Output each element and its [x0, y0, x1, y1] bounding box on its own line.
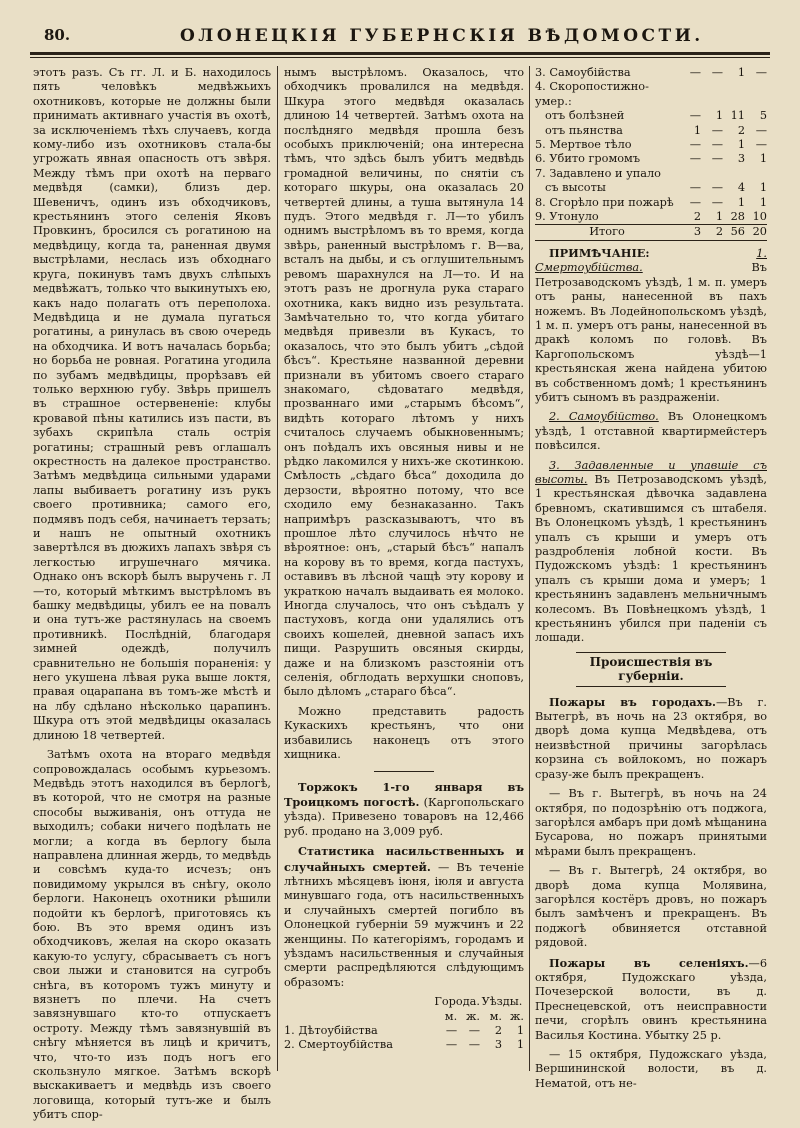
cell: —: [468, 1024, 480, 1037]
paragraph: — 15 октября, Пудожскаго уѣзда, Вершининской волости, въ д. Нематой, отъ не-: [535, 1048, 767, 1090]
row-label: 2. Смертоубійства: [284, 1038, 394, 1052]
cell: 3: [679, 225, 701, 240]
cell: 4: [737, 181, 745, 195]
cell: —: [689, 138, 701, 152]
header-zh: ж.: [466, 1009, 480, 1023]
table-row: [535, 80, 767, 109]
cell: —: [468, 1038, 480, 1052]
note-heading: 2. Самоубійство.: [549, 410, 659, 424]
row-label: 7. Задавлено и упало: [535, 166, 661, 180]
column-3: [535, 66, 767, 1096]
cell: —: [689, 109, 701, 123]
cell: —: [689, 66, 701, 79]
paragraph: — Въ г. Вытегрѣ, 24 октября, во дворѣ дома купца Молявина, загорѣлся костёръ дровъ, но пожаръ былъ замѣченъ и прекращенъ. Въ поджогѣ обвиняется отставной рядовой.: [535, 864, 767, 950]
cell: —: [711, 66, 723, 79]
cell: 1: [715, 109, 723, 123]
cell: 1: [516, 1024, 524, 1037]
note-2: [535, 410, 767, 453]
table-header-row: [284, 995, 524, 1009]
paragraph: нымъ выстрѣломъ. Оказалось, что обходчикъ провалился на медвѣдя. Шкура этого медвѣдя оказалась длиною 14 четвертей. Затѣмъ охота на послѣдняго медвѣдя прошла безъ особыхъ приключеній; она интересна тѣмъ, что здѣсь былъ убитъ медвѣдь громадной величины, по снятіи съ котораго шкуры, она оказалась 20 четвертей длины, а туша вытянула 14 пудъ. Этого медвѣдя г. Л—то убилъ однимъ выстрѣломъ въ то время, когда звѣрь, раненный выстрѣломъ г. В—ва, всталъ на дыбы, и съ оглушительнымъ ревомъ шарахнулся на Л—то. И на этотъ разъ не дрогнула рука стараго охотника, какъ видно изъ результата. Замѣчательно то, что когда убитаго медвѣдя привезли въ Кукасъ, то оказалось, что это былъ убитъ „сѣдой бѣсъ“. Крестьяне названной деревни признали въ убитомъ своего стараго знакомаго, сѣдоватаго медвѣдя, прозваннаго ими „старымъ бѣсомъ“, видѣть котораго лѣтомъ у нихъ считалось случаемъ обыкновеннымъ; онъ поѣдалъ ихъ овсяныя нивы и не рѣдко лакомился у нихъ-же скотинкою. Смѣлость „сѣдаго бѣса“ доходила до дерзости, вѣроятно потому, что все сходило ему безнаказанно. Такъ напримѣръ разсказываютъ, что въ прошлое лѣто случилось нѣчто не вѣроятное: онъ, „старый бѣсъ“ напалъ на корову въ то время, когда пастухъ, оставивъ въ лѣсной чащѣ эту корову и украткою началъ выдаивать ея молоко. Иногда случалось, что онъ съѣдалъ у пастуховъ, когда они удалялись отъ своихъ кошелей, дневной запасъ ихъ пищи. Разрушить овсяныя скирды, даже и на близкомъ разстояніи отъ селенія, обглодать верхушки сноповъ, было дѣломъ „стараго бѣса“.: [284, 66, 524, 699]
cell: 11: [730, 109, 745, 123]
cell: —: [689, 152, 701, 166]
column-divider: [529, 66, 530, 1071]
cell: 1: [516, 1038, 524, 1052]
paragraph: Затѣмъ охота на втораго медвѣдя сопровождалась особымъ курьезомъ. Медвѣдь этотъ находился въ берлогѣ, въ которой, что не смотря на разные способы выживанія, онъ оттуда не выходилъ; собаки ничего подѣлать не могли; а когда въ берлогу была направлена длинная жердь, то медвѣдь и совсѣмъ куда-то исчезъ; онъ повидимому укрылся въ снѣгу, около берлоги. Наконецъ охотники рѣшили подойти къ берлогѣ, приготовясь къ бою. Въ это время одинъ изъ обходчиковъ, желая на скоро оказать какую-то услугу, сбрасываетъ съ ногъ свои лыжи и становится на сугробъ снѣга, въ которомъ тужъ минуту и вязнетъ по плечи. На счетъ завязнувшаго кто-то отпускаетъ остроту. Между тѣмъ завязнувшій въ снѣгу мѣняется въ лицѣ и кричитъ, что, что-то изъ подъ ногъ его скользнуло мягкое. Затѣмъ вскорѣ выскакиваетъ и медвѣдь изъ своего логовища, который тутъ-же и былъ убитъ спор-: [33, 748, 271, 1122]
row-label: 5. Мертвое тѣло: [535, 138, 632, 152]
table-row: [535, 152, 767, 166]
header-m: м.: [444, 1009, 458, 1023]
statistics-table: [284, 995, 524, 1053]
ornament-divider: [374, 771, 434, 772]
cell: 1: [737, 195, 745, 209]
table-row: [535, 181, 767, 195]
article-text: — Въ теченіе лѣтнихъ мѣсяцевъ іюня, іюля и августа минувшаго года, отъ насильственныхъ и случайныхъ смертей погибло въ Олонецкой губерніи 59 мужчинъ и 22 женщины. По категоріямъ, городамъ и уѣздамъ насильственныя и случайныя смерти распредѣляются слѣдующимъ образомъ:: [284, 860, 525, 989]
table-row: [535, 124, 767, 138]
header-zh: ж.: [510, 1009, 524, 1023]
column-divider: [277, 66, 278, 1071]
section-heading: Происшествія въ губерніи.: [576, 652, 726, 687]
row-label: 9. Утонуло: [535, 210, 599, 224]
cell: —: [445, 1024, 458, 1037]
article-text: —Въ г. Вытегрѣ, въ ночь на 23 октября, во дворѣ дома купца Медвѣдева, отъ неизвѣстной причины загорѣлась корзина съ войлокомъ, но пожаръ сразу-же былъ прекращенъ.: [535, 695, 768, 781]
cell: —: [711, 152, 723, 166]
article-statistics: [284, 844, 524, 990]
article-text: (Каргопольскаго уѣзда). Привезено товаровъ на 12,466 руб. продано на 3,009 руб.: [284, 795, 524, 838]
row-label: отъ болѣзней: [545, 109, 625, 123]
row-label: 4. Скоропостижно-умер.:: [535, 80, 649, 108]
note-label: ПРИМѢЧАНІЕ:: [549, 245, 650, 260]
cell: 3: [737, 152, 745, 166]
cell: 56: [723, 225, 745, 240]
cell: 1: [759, 181, 767, 195]
cell: 2: [693, 210, 701, 224]
cell: [723, 80, 745, 109]
column-2: [284, 66, 524, 1053]
cell: —: [711, 195, 723, 209]
article-torzhok: [284, 780, 524, 840]
cell: —: [711, 138, 723, 152]
header-rule-thick: [30, 52, 770, 55]
note-heading: 1. Смертоубійства.: [535, 246, 767, 275]
note-1: [535, 246, 767, 405]
note-3: [535, 459, 767, 646]
paragraph: — Въ г. Вытегрѣ, въ ночь на 24 октября, по подозрѣнію отъ поджога, загорѣлся амбаръ при домѣ мѣщанина Бусарова, но пожаръ принятыми мѣрами былъ прекращенъ.: [535, 787, 767, 858]
table-total-row: [535, 225, 767, 240]
cell: 2: [494, 1024, 502, 1037]
article-heading: Торжокъ 1-го января въ Троицкомъ погостѣ.: [284, 779, 524, 809]
cell: —: [711, 123, 723, 137]
cell: 1: [737, 138, 745, 152]
cell: —: [755, 123, 767, 137]
cell: 1: [759, 195, 767, 209]
newspaper-title: ОЛОНЕЦКІЯ ГУБЕРНСКІЯ ВѢДОМОСТИ.: [180, 26, 704, 46]
table-row: [535, 196, 767, 210]
cell: [745, 80, 767, 109]
note-text: Въ Петрозаводскомъ уѣздѣ, 1 м. п. умеръ отъ раны, нанесенной въ пахъ ножемъ. Въ Лодейнопольскомъ уѣздѣ, 1 м. п. умеръ отъ раны, нанесенной въ дракѣ коломъ по головѣ. Въ Каргопольскомъ уѣздѣ—1 крестьянская жена найдена убитою въ собственномъ домѣ; 1 крестьянинъ убитъ сыномъ въ раздраженіи.: [535, 261, 767, 404]
cell: —: [755, 66, 767, 79]
table-row: [535, 167, 767, 181]
cell: 2: [737, 123, 745, 137]
cell: —: [445, 1038, 458, 1052]
header-m: м.: [489, 1009, 502, 1023]
cell: 1: [693, 123, 701, 137]
cell: 1: [737, 66, 745, 79]
cell: —: [711, 181, 723, 195]
row-label: 8. Сгорѣло при пожарѣ: [535, 195, 674, 209]
article-text: —6 октября, Пудожскаго уѣзда, Почезерской волости, въ д. Преснецевской, отъ неисправности печи, сгорѣлъ овинъ крестьянина Василья Костина. Убытку 25 р.: [535, 956, 767, 1042]
cell: 1: [759, 152, 767, 166]
header-cities: Города.: [434, 995, 480, 1009]
cell: —: [689, 181, 701, 195]
cell: [701, 167, 723, 181]
table-row: [535, 66, 767, 80]
note-heading: 3. Задавленные и упавшіе съ высоты.: [535, 458, 767, 486]
note-text: Въ Петрозаводскомъ уѣздѣ, 1 крестьянская дѣвочка задавлена бревномъ, скатившимся съ штабеля. Въ Олонецкомъ уѣздѣ, 1 крестьянинъ упалъ съ крыши и умеръ отъ раздробленія лобной кости. Въ Пудожскомъ уѣздѣ: 1 крестьянинъ упалъ съ крыши дома и умеръ; 1 крестьянинъ задавленъ мельничнымъ колесомъ. Въ Повѣнецкомъ уѣздѣ, 1 крестьянинъ убился при паденіи съ лошади.: [535, 472, 767, 645]
cell: 5: [759, 109, 767, 123]
table-subheader-row: [284, 1010, 524, 1024]
table-row: [284, 1024, 524, 1038]
page-header: [30, 22, 770, 52]
cell: [723, 167, 745, 181]
cell: 10: [752, 210, 767, 224]
cell: [679, 167, 701, 181]
row-label: съ высоты: [545, 181, 606, 195]
cell: 1: [715, 210, 723, 224]
article-heading: Статистика насильственныхъ и случайныхъ смертей.: [284, 844, 524, 874]
paragraph: Можно представить радость Кукаскихъ крестьянъ, что они избавились наконецъ отъ этого хищника.: [284, 704, 524, 762]
row-label: 6. Убито громомъ: [535, 152, 641, 166]
statistics-table-continued: [535, 66, 767, 241]
note-text: Въ Олонецкомъ уѣздѣ, 1 отставной квартирмейстеръ повѣсился.: [535, 410, 767, 453]
cell: [745, 167, 767, 181]
header-districts: Уѣзды.: [481, 995, 523, 1009]
cell: 2: [701, 225, 723, 240]
cell: [701, 80, 723, 109]
cell: [679, 80, 701, 109]
article-village-fires: [535, 956, 767, 1043]
row-label: 1. Дѣтоубійства: [284, 1024, 378, 1037]
cell: —: [689, 195, 701, 209]
table-row: [535, 109, 767, 123]
article-city-fires: [535, 695, 767, 782]
page-number: 80.: [44, 26, 71, 44]
cell: 3: [494, 1038, 502, 1052]
article-heading: Пожары въ городахъ.: [549, 694, 716, 709]
table-row: [535, 138, 767, 152]
cell: 20: [745, 225, 767, 240]
table-row: [535, 210, 767, 225]
article-heading: Пожары въ селеніяхъ.: [549, 955, 749, 970]
total-label: Итого: [535, 225, 679, 240]
row-label: отъ пьянства: [545, 123, 623, 137]
header-rule-thin: [30, 57, 770, 58]
row-label: 3. Самоубійства: [535, 66, 631, 79]
cell: —: [755, 138, 767, 152]
paragraph: этотъ разъ. Съ гг. Л. и Б. находилось пять человѣкъ медвѣжьихъ охотниковъ, которые не должны были принимать активнаго участія въ охотѣ, за исключеніемъ тѣхъ случаевъ, когда кому-либо изъ охотниковъ стала-бы угрожать явная опасность отъ звѣря. Между тѣмъ при охотѣ на перваго медвѣдя (самки), близъ дер. Шевеничъ, одинъ изъ обходчиковъ, крестьянинъ этого селенія Яковъ Провкинъ, бросился съ рогатиною на медвѣдицу, когда та, раненная двумя выстрѣлами, неслась изъ обходнаго круга, покинувъ тамъ двухъ слѣпыхъ медвѣжатъ, только что выкинутыхъ ею, какъ надо полагать отъ переполоха. Медвѣдица и не думала пугаться рогатины, а ринулась въ свою очередь на обходчика. И вотъ началась борьба; но борьба не ровная. Рогатина угодила по зубамъ медвѣдицы, прорѣзавъ ей только верхнюю губу. Звѣрь пришелъ въ страшное остервененіе: клубы кровавой пѣны катились изъ пасти, въ зубахъ скрипѣла сталь острія рогатины; страшный ревъ оглашалъ окрестность на далекое пространство. Затѣмъ медвѣдица сильными ударами лапы выбиваетъ рогатину изъ рукъ своего противника; самого его, подмявъ подъ себя, начинаетъ терзать; и нашъ не опытный охотникъ завертѣлся въ дюжихъ лапахъ звѣря съ легкостью игрушечнаго мячика. Однако онъ вскорѣ былъ выручень г. Л—то, который мѣткимъ выстрѣломъ въ башку медвѣдицы, убилъ ее на повалъ и она тутъ-же растянулась на своемъ противникѣ. Послѣдній, благодаря зимней одеждѣ, получилъ сравнительно не большія пораненія: у него укушена лѣвая рука выше локтя, правая оцарапана въ томъ-же мѣстѣ и на лбу сдѣлано нѣсколько царапинъ. Шкура отъ этой медвѣдицы оказалась длиною 18 четвертей.: [33, 66, 271, 742]
cell: 28: [730, 210, 745, 224]
table-row: [284, 1038, 524, 1052]
column-1: [33, 66, 271, 1128]
